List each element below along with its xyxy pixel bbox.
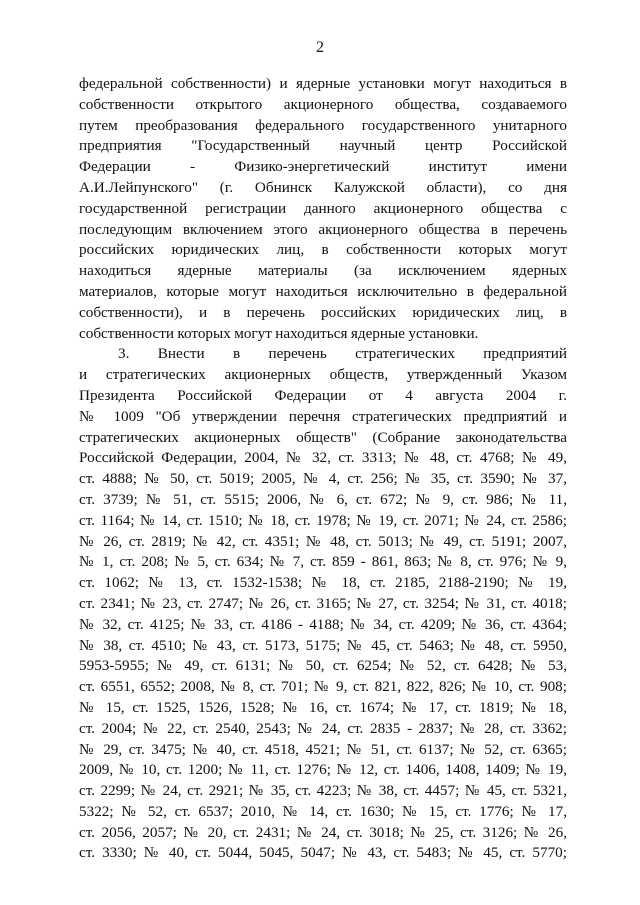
text-line: № 32, ст. 4125; № 33, ст. 4186 - 4188; № 34, ст. 4209; № 36, ст. 4364; — [79, 615, 567, 633]
text-line: государственной регистрации данного акционерного общества с — [79, 199, 567, 217]
text-line: собственности), и в перечень российских юридических лиц, в — [79, 303, 567, 321]
text-line: и стратегических акционерных обществ, утвержденный Указом — [79, 366, 567, 384]
paragraph-3-start: 3. Внести в перечень стратегических предприятий — [118, 345, 567, 363]
page-number: 2 — [316, 39, 324, 56]
text-line: Федерации - Физико-энергетический институт имени — [79, 158, 567, 176]
document-body — [79, 74, 567, 864]
text-line: собственности открытого акционерного общества, создаваемого — [79, 95, 567, 113]
text-line: № 1009 "Об утверждении перечня стратегических предприятий и — [79, 407, 567, 425]
text-line: Президента Российской Федерации от 4 августа 2004 г. — [79, 386, 567, 404]
text-line: путем преобразования федерального государственного унитарного — [79, 116, 567, 134]
text-line: № 38, ст. 4510; № 43, ст. 5173, 5175; № 45, ст. 5463; № 48, ст. 5950, — [79, 636, 567, 654]
text-line: ст. 2341; № 23, ст. 2747; № 26, ст. 3165; № 27, ст. 3254; № 31, ст. 4018; — [79, 594, 567, 612]
text-line: 5953-5955; № 49, ст. 6131; № 50, ст. 6254; № 52, ст. 6428; № 53, — [79, 657, 567, 675]
text-line: ст. 1164; № 14, ст. 1510; № 18, ст. 1978; № 19, ст. 2071; № 24, ст. 2586; — [79, 511, 567, 529]
text-line: 2009, № 10, ст. 1200; № 11, ст. 1276; № 12, ст. 1406, 1408, 1409; № 19, — [79, 761, 567, 779]
text-line: российских юридических лиц, в собственности которых могут — [79, 241, 567, 259]
text-line: предприятия "Государственный научный центр Российской — [79, 137, 567, 155]
text-line: 5322; № 52, ст. 6537; 2010, № 14, ст. 1630; № 15, ст. 1776; № 17, — [79, 802, 567, 820]
text-line: № 1, ст. 208; № 5, ст. 634; № 7, ст. 859 - 861, 863; № 8, ст. 976; № 9, — [79, 553, 567, 571]
text-line: собственности которых могут находиться ядерные установки. — [79, 324, 479, 342]
text-line: ст. 3330; № 40, ст. 5044, 5045, 5047; № 43, ст. 5483; № 45, ст. 5770; — [79, 844, 567, 862]
text-line: ст. 2004; № 22, ст. 2540, 2543; № 24, ст. 2835 - 2837; № 28, ст. 3362; — [79, 719, 567, 737]
text-line: материалов, которые могут находиться исключительно в федеральной — [79, 282, 567, 300]
text-line: ст. 3739; № 51, ст. 5515; 2006, № 6, ст. 672; № 9, ст. 986; № 11, — [79, 490, 567, 508]
text-line: ст. 6551, 6552; 2008, № 8, ст. 701; № 9, ст. 821, 822, 826; № 10, ст. 908; — [79, 678, 567, 696]
text-line: ст. 1062; № 13, ст. 1532-1538; № 18, ст. 2185, 2188-2190; № 19, — [79, 574, 567, 592]
text-line: № 26, ст. 2819; № 42, ст. 4351; № 48, ст. 5013; № 49, ст. 5191; 2007, — [79, 532, 567, 550]
text-line: находиться ядерные материалы (за исключением ядерных — [79, 262, 567, 280]
text-line: А.И.Лейпунского" (г. Обнинск Калужской области), со дня — [79, 178, 567, 196]
text-line: № 29, ст. 3475; № 40, ст. 4518, 4521; № 51, ст. 6137; № 52, ст. 6365; — [79, 740, 567, 758]
text-line: № 15, ст. 1525, 1526, 1528; № 16, ст. 1674; № 17, ст. 1819; № 18, — [79, 698, 567, 716]
text-line: федеральной собственности) и ядерные установки могут находиться в — [79, 75, 567, 92]
text-line: последующим включением этого акционерного общества в перечень — [79, 220, 567, 238]
text-line: ст. 2056, 2057; № 20, ст. 2431; № 24, ст. 3018; № 25, ст. 3126; № 26, — [79, 823, 567, 841]
text-line: ст. 2299; № 24, ст. 2921; № 35, ст. 4223; № 38, ст. 4457; № 45, ст. 5321, — [79, 782, 567, 800]
text-line: ст. 4888; № 50, ст. 5019; 2005, № 4, ст. 256; № 35, ст. 3590; № 37, — [79, 470, 567, 488]
text-line: стратегических акционерных обществ" (Собрание законодательства — [79, 428, 567, 446]
text-line: Российской Федерации, 2004, № 32, ст. 3313; № 48, ст. 4768; № 49, — [79, 449, 567, 467]
